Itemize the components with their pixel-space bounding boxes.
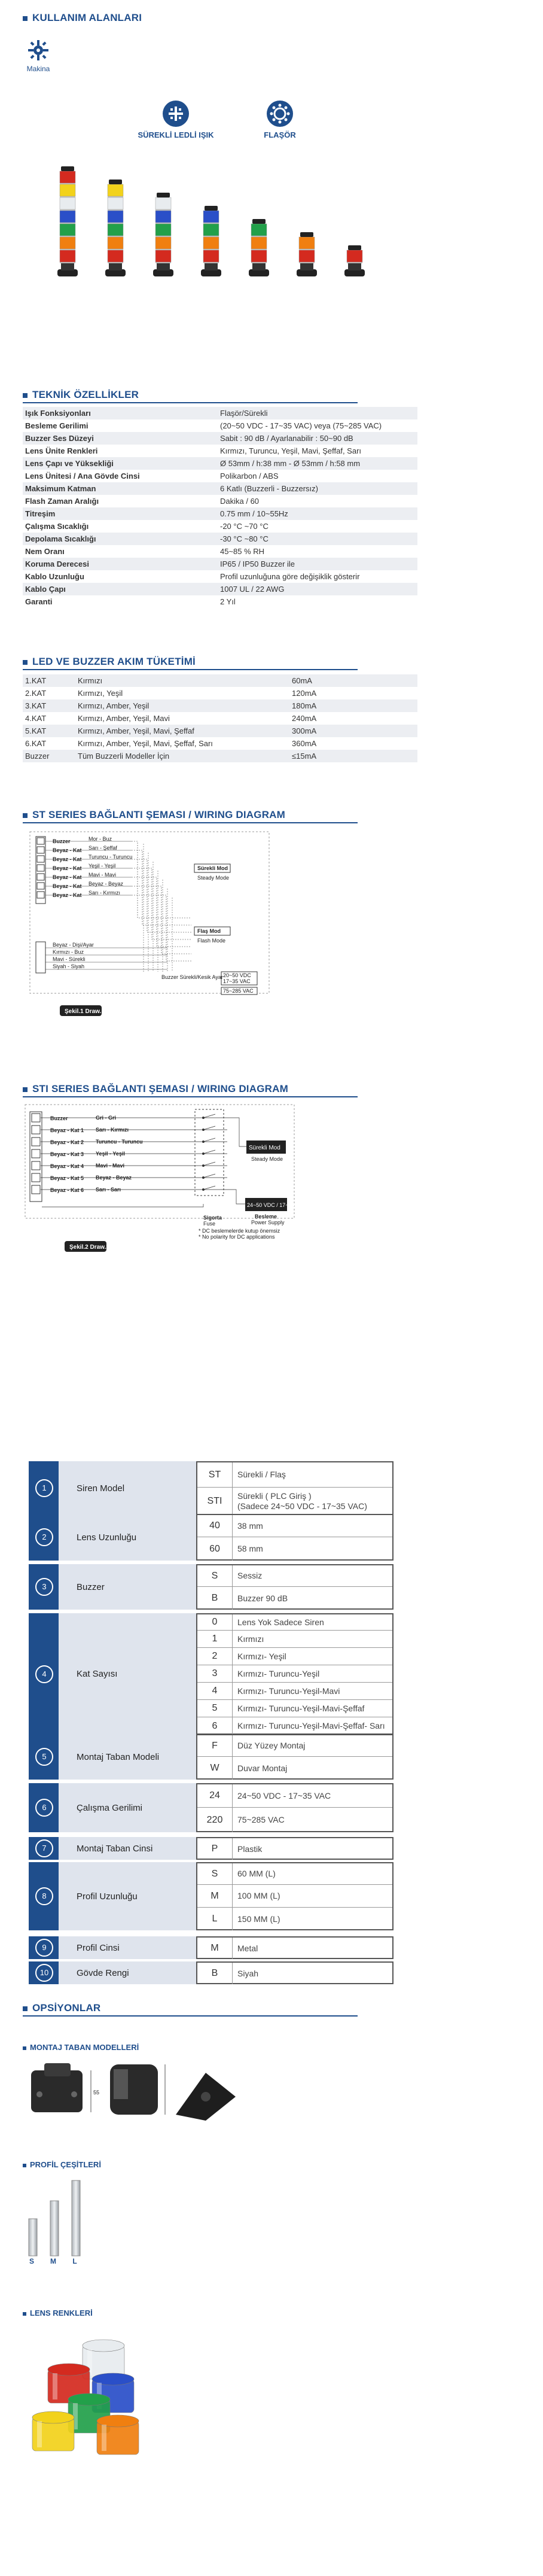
order-option-row <box>197 1757 392 1780</box>
sti-left-label: Beyaz - Kat 1 <box>50 1127 84 1133</box>
sti-supply-box: 24~50 VDC / 17~35 VAC <box>247 1202 307 1208</box>
st-wire-label: Sarı - Kırmızı <box>89 890 121 896</box>
consumption-cell: Kırmızı, Amber, Yeşil, Mavi, Şeffaf <box>78 726 194 735</box>
spec-key: Buzzer Ses Düzeyi <box>25 434 94 443</box>
spec-key: Kablo Uzunluğu <box>25 572 84 581</box>
order-group <box>29 1734 393 1780</box>
st-bottom-label: Kırmızı - Buz <box>53 949 84 955</box>
order-option-row <box>197 1885 392 1908</box>
order-option-row <box>197 1488 392 1515</box>
spec-key: Titreşim <box>25 509 56 518</box>
order-options <box>196 1783 393 1832</box>
order-option-row <box>197 1515 392 1537</box>
order-option-row <box>197 1631 392 1648</box>
st-wire-label: Yeşil - Yeşil <box>89 863 116 869</box>
spec-row <box>23 432 417 445</box>
spec-key: Flash Zaman Aralığı <box>25 497 99 506</box>
order-option-row <box>197 1462 392 1488</box>
order-number: 8 <box>35 1887 53 1905</box>
st-bottom-label: Siyah - Siyah <box>53 963 85 969</box>
section-title-consumption: LED VE BUZZER AKIM TÜKETİMİ <box>23 656 196 668</box>
spec-row <box>23 419 417 432</box>
order-code: S <box>197 1863 233 1884</box>
order-number: 2 <box>35 1528 53 1546</box>
spec-key: Besleme Gerilimi <box>25 421 89 430</box>
section-title-sti-wiring: STI SERIES BAĞLANTI ŞEMASI / WIRING DIAGRAM <box>23 1083 288 1095</box>
order-number: 4 <box>35 1665 53 1683</box>
order-option-row <box>197 1565 392 1587</box>
order-number: 5 <box>35 1748 53 1766</box>
sti-note-2: * No polarity for DC applications <box>199 1234 275 1240</box>
st-supply-3: 75~285 VAC <box>223 988 254 994</box>
consumption-cell: 120mA <box>292 689 317 698</box>
tower-light <box>344 245 365 276</box>
sti-wiring-diagram <box>24 1102 307 1270</box>
spec-row <box>23 445 417 457</box>
order-code: B <box>197 1963 233 1984</box>
order-desc: Kırmızı- Turuncu-Yeşil <box>237 1668 320 1678</box>
spec-value: 0.75 mm / 10~55Hz <box>220 509 288 518</box>
order-desc: Kırmızı- Yeşil <box>237 1651 286 1661</box>
order-group <box>29 1514 393 1561</box>
order-options <box>196 1862 393 1930</box>
order-number-cell <box>29 1564 59 1610</box>
consumption-row <box>23 737 417 750</box>
subtitle-mounting: MONTAJ TABAN MODELLERİ <box>23 2043 139 2052</box>
sti-right-label: Turuncu - Turuncu <box>96 1139 143 1145</box>
order-code: 2 <box>197 1648 233 1665</box>
divider <box>23 822 358 823</box>
sti-right-label: Gri - Gri <box>96 1115 117 1121</box>
consumption-cell: 2.KAT <box>25 689 47 698</box>
spec-value: 1007 UL / 22 AWG <box>220 585 285 594</box>
order-group <box>29 1837 393 1860</box>
order-option-row <box>197 1938 392 1959</box>
order-desc: Plastik <box>237 1844 263 1854</box>
spec-key: Nem Oranı <box>25 547 65 556</box>
sti-fuse-sub: Fuse <box>203 1221 216 1227</box>
consumption-cell: 5.KAT <box>25 726 47 735</box>
spec-value: 6 Katlı (Buzzerli - Buzzersız) <box>220 484 318 493</box>
st-box-flash-sub: Flash Mode <box>197 938 226 944</box>
order-option-row <box>197 1587 392 1610</box>
st-wiring-diagram <box>24 828 275 1020</box>
st-wire-label: Sarı - Şeffaf <box>89 845 117 851</box>
sti-mode-box: Sürekli Mod <box>249 1145 280 1151</box>
order-number: 1 <box>35 1479 53 1497</box>
order-number-cell <box>29 1936 59 1959</box>
order-desc: 58 mm <box>237 1544 263 1554</box>
order-label: Siren Model <box>59 1461 196 1515</box>
order-desc: Metal <box>237 1943 258 1953</box>
order-group <box>29 1564 393 1610</box>
machine-icon <box>26 38 50 62</box>
sti-right-label: Yeşil - Yeşil <box>96 1151 125 1157</box>
order-desc: Sessiz <box>237 1571 263 1581</box>
order-option-row <box>197 1648 392 1665</box>
consumption-cell: 1.KAT <box>25 676 47 685</box>
divider <box>23 2015 358 2017</box>
order-options <box>196 1734 393 1780</box>
st-left-label: Beyaz - Kat <box>53 865 82 871</box>
st-supply-1: 20~50 VDC <box>223 972 251 978</box>
flasher-label: FLAŞÖR <box>264 130 296 139</box>
order-desc: 100 MM (L) <box>237 1891 280 1901</box>
spec-key: Depolama Sıcaklığı <box>25 534 96 543</box>
sti-left-label: Beyaz - Kat 2 <box>50 1139 84 1145</box>
lens-dome <box>32 2411 74 2451</box>
subtitle-lens-colors: LENS RENKLERİ <box>23 2309 93 2318</box>
order-label: Kat Sayısı <box>59 1613 196 1735</box>
st-left-label: Beyaz - Kat <box>53 892 82 898</box>
order-number: 9 <box>35 1939 53 1957</box>
profile-images <box>26 2178 98 2268</box>
sti-right-label: Beyaz - Beyaz <box>96 1175 132 1181</box>
order-code: 40 <box>197 1515 233 1537</box>
order-code: 0 <box>197 1614 233 1630</box>
tech-spec-table <box>23 407 417 608</box>
order-code: 4 <box>197 1683 233 1699</box>
order-code: M <box>197 1885 233 1907</box>
consumption-row <box>23 712 417 725</box>
st-bottom-label: Mavi - Sürekli <box>53 956 86 962</box>
sti-note-1: * DC beslemelerde kutup önemsiz <box>199 1228 280 1234</box>
st-badge: Şekil.1 Draw.1 <box>65 1008 105 1015</box>
order-label: Lens Uzunluğu <box>59 1514 196 1561</box>
tower-light <box>297 232 317 276</box>
section-title-kullanim: KULLANIM ALANLARI <box>23 12 142 24</box>
order-code: 5 <box>197 1700 233 1717</box>
order-options <box>196 1961 393 1984</box>
order-desc: 75~285 VAC <box>237 1815 285 1825</box>
sti-left-label: Beyaz - Kat 5 <box>50 1175 84 1181</box>
order-number: 7 <box>35 1839 53 1857</box>
profile-s-label: S <box>29 2257 34 2265</box>
spec-value: Kırmızı, Turuncu, Yeşil, Mavi, Şeffaf, Sarı <box>220 446 362 455</box>
order-number-cell <box>29 1783 59 1832</box>
tower-light <box>105 180 126 276</box>
order-options <box>196 1461 393 1515</box>
spec-value: IP65 / IP50 Buzzer ile <box>220 559 295 568</box>
st-box-flash: Flaş Mod <box>197 928 221 934</box>
order-options <box>196 1613 393 1735</box>
order-desc: Kırmızı- Turuncu-Yeşil-Mavi-Şeffaf- Sarı <box>237 1721 385 1731</box>
sti-right-label: Sarı - Kırmızı <box>96 1127 129 1133</box>
lens-dome <box>97 2415 139 2455</box>
st-box-steady: Sürekli Mod <box>197 865 228 871</box>
spec-value: Polikarbon / ABS <box>220 472 279 480</box>
spec-row <box>23 583 417 595</box>
spec-row <box>23 495 417 507</box>
sti-badge: Şekil.2 Draw.2 <box>69 1244 109 1251</box>
sti-right-label: Mavi - Mavi <box>96 1163 125 1169</box>
order-label: Profil Uzunluğu <box>59 1862 196 1930</box>
order-group <box>29 1936 393 1959</box>
order-code: S <box>197 1565 233 1586</box>
order-number-cell <box>29 1862 59 1930</box>
spec-key: Kablo Çapı <box>25 585 66 594</box>
sti-mode-sub: Steady Mode <box>251 1156 283 1162</box>
order-code: W <box>197 1757 233 1780</box>
order-label: Buzzer <box>59 1564 196 1610</box>
tower-lights-illustration <box>36 150 419 287</box>
spec-row <box>23 595 417 608</box>
order-option-row <box>197 1665 392 1683</box>
spec-row <box>23 558 417 570</box>
flasher-icon <box>267 101 293 127</box>
order-option-row <box>197 1784 392 1808</box>
consumption-cell: ≤15mA <box>292 752 317 761</box>
order-number-cell <box>29 1461 59 1515</box>
order-options <box>196 1514 393 1561</box>
consumption-cell: Kırmızı, Amber, Yeşil, Mavi, Şeffaf, Sarı <box>78 739 213 748</box>
consumption-row <box>23 687 417 699</box>
sti-left-label: Beyaz - Kat 3 <box>50 1151 84 1157</box>
order-option-row <box>197 1863 392 1885</box>
order-number-cell <box>29 1961 59 1984</box>
spec-key: Garanti <box>25 597 53 606</box>
consumption-cell: Tüm Buzzerli Modeller İçin <box>78 752 170 761</box>
spec-value: Ø 53mm / h:38 mm - Ø 53mm / h:58 mm <box>220 459 361 468</box>
section-title-options: OPSİYONLAR <box>23 2002 100 2014</box>
order-number: 10 <box>35 1964 53 1982</box>
order-code: 1 <box>197 1631 233 1647</box>
order-label: Montaj Taban Modeli <box>59 1734 196 1780</box>
order-options <box>196 1564 393 1610</box>
order-code: L <box>197 1908 233 1930</box>
continuous-light-label: SÜREKLİ LEDLİ IŞIK <box>138 130 214 139</box>
spec-value: 2 Yıl <box>220 597 236 606</box>
order-desc: Kırmızı- Turuncu-Yeşil-Mavi-Şeffaf <box>237 1703 365 1713</box>
order-desc: Sürekli ( PLC Giriş ) (Sadece 24~50 VDC - 17~35 VAC) <box>237 1491 367 1511</box>
order-desc: Siyah <box>237 1968 259 1978</box>
spec-key: Maksimum Katman <box>25 484 96 493</box>
spec-row <box>23 533 417 545</box>
st-box-steady-sub: Steady Mode <box>197 875 230 881</box>
order-desc: Lens Yok Sadece Siren <box>237 1617 324 1627</box>
tower-light <box>201 206 221 276</box>
sti-left-label: Beyaz - Kat 6 <box>50 1187 84 1193</box>
order-desc: Kırmızı- Turuncu-Yeşil-Mavi <box>237 1686 340 1696</box>
consumption-cell: 6.KAT <box>25 739 47 748</box>
order-label: Profil Cinsi <box>59 1936 196 1959</box>
order-group <box>29 1862 393 1930</box>
consumption-table <box>23 674 417 762</box>
mounting-base-images <box>26 2061 242 2127</box>
order-code: P <box>197 1838 233 1860</box>
sti-left-label: Beyaz - Kat 4 <box>50 1163 84 1169</box>
order-option-row <box>197 1717 392 1735</box>
order-option-row <box>197 1537 392 1561</box>
order-desc: 150 MM (L) <box>237 1914 280 1924</box>
spec-key: Lens Çapı ve Yüksekliği <box>25 459 114 468</box>
consumption-cell: Kırmızı, Amber, Yeşil, Mavi <box>78 714 170 723</box>
spec-row <box>23 545 417 558</box>
order-code: M <box>197 1938 233 1959</box>
order-label: Çalışma Gerilimi <box>59 1783 196 1832</box>
st-wire-label: Beyaz - Beyaz <box>89 881 124 887</box>
spec-value: Flaşör/Sürekli <box>220 409 268 418</box>
order-option-row <box>197 1683 392 1700</box>
continuous-light-icon <box>163 101 189 127</box>
section-title-st-wiring: ST SERIES BAĞLANTI ŞEMASI / WIRING DIAGRAM <box>23 809 285 821</box>
st-wire-label: Mor - Buz <box>89 836 112 842</box>
machine-label: Makina <box>26 65 50 73</box>
order-group <box>29 1613 393 1735</box>
consumption-cell: 300mA <box>292 726 317 735</box>
consumption-cell: 240mA <box>292 714 317 723</box>
st-left-label: Beyaz - Kat <box>53 874 82 880</box>
order-number-cell <box>29 1734 59 1780</box>
order-code: 24 <box>197 1784 233 1807</box>
sti-supply-label: Besleme <box>255 1214 277 1219</box>
divider <box>23 402 358 403</box>
order-option-row <box>197 1735 392 1757</box>
sti-supply-sub: Power Supply <box>251 1219 285 1225</box>
order-number-cell <box>29 1837 59 1860</box>
sti-right-label: Sarı - Sarı <box>96 1187 121 1193</box>
order-code: STI <box>197 1488 233 1515</box>
consumption-row <box>23 725 417 737</box>
consumption-cell: 180mA <box>292 701 317 710</box>
order-option-row <box>197 1700 392 1717</box>
consumption-cell: 360mA <box>292 739 317 748</box>
consumption-cell: 3.KAT <box>25 701 47 710</box>
consumption-row <box>23 750 417 762</box>
order-label: Montaj Taban Cinsi <box>59 1837 196 1860</box>
spec-row <box>23 570 417 583</box>
spec-row <box>23 520 417 533</box>
order-option-row <box>197 1808 392 1832</box>
order-code: 3 <box>197 1665 233 1682</box>
st-buzzer-note: Buzzer Sürekli/Kesik Ayar <box>161 974 223 980</box>
order-group <box>29 1461 393 1515</box>
st-left-label: Buzzer <box>53 838 71 844</box>
order-desc: Buzzer 90 dB <box>237 1593 288 1603</box>
st-supply-2: 17~35 VAC <box>223 978 251 984</box>
spec-row <box>23 507 417 520</box>
order-number-cell <box>29 1514 59 1561</box>
consumption-cell: Kırmızı, Yeşil <box>78 689 123 698</box>
order-code: 6 <box>197 1717 233 1735</box>
consumption-cell: Kırmızı <box>78 676 103 685</box>
consumption-cell: 4.KAT <box>25 714 47 723</box>
spec-value: -20 °C ~70 °C <box>220 522 269 531</box>
st-bottom-label: Beyaz - Dişi/Ayar <box>53 942 94 948</box>
order-code: 60 <box>197 1537 233 1561</box>
order-desc: Düz Yüzey Montaj <box>237 1741 306 1751</box>
tower-light <box>153 193 173 276</box>
order-label: Gövde Rengi <box>59 1961 196 1984</box>
spec-key: Koruma Derecesi <box>25 559 89 568</box>
order-option-row <box>197 1908 392 1930</box>
spec-value: (20~50 VDC - 17~35 VAC) veya (75~285 VAC) <box>220 421 382 430</box>
consumption-cell: Kırmızı, Amber, Yeşil <box>78 701 150 710</box>
spec-row <box>23 457 417 470</box>
st-left-label: Beyaz - Kat <box>53 856 82 862</box>
order-options <box>196 1936 393 1959</box>
order-desc: Duvar Montaj <box>237 1763 288 1773</box>
tower-light <box>57 166 78 276</box>
order-number-cell <box>29 1613 59 1735</box>
spec-key: Işık Fonksiyonları <box>25 409 91 418</box>
order-number: 6 <box>35 1799 53 1817</box>
profile-l-label: L <box>72 2257 77 2265</box>
order-desc: 60 MM (L) <box>237 1869 276 1879</box>
order-code: F <box>197 1735 233 1756</box>
consumption-row <box>23 699 417 712</box>
order-option-row <box>197 1963 392 1984</box>
spec-row <box>23 407 417 419</box>
st-wire-label: Turuncu - Turuncu <box>89 854 133 860</box>
order-desc: 24~50 VDC - 17~35 VAC <box>237 1790 331 1801</box>
order-option-row <box>197 1614 392 1631</box>
spec-key: Çalışma Sıcaklığı <box>25 522 89 531</box>
consumption-cell: 60mA <box>292 676 312 685</box>
order-desc: 38 mm <box>237 1520 263 1531</box>
consumption-cell: Buzzer <box>25 752 50 761</box>
order-option-row <box>197 1838 392 1860</box>
order-group <box>29 1783 393 1832</box>
spec-row <box>23 470 417 482</box>
subtitle-profiles: PROFİL ÇEŞİTLERİ <box>23 2160 101 2169</box>
spec-value: Profil uzunluğuna göre değişiklik gösterir <box>220 572 360 581</box>
order-desc: Sürekli / Flaş <box>237 1470 286 1480</box>
svg-text:55: 55 <box>93 2090 100 2096</box>
sti-left-label: Buzzer <box>50 1115 68 1121</box>
st-left-label: Beyaz - Kat <box>53 883 82 889</box>
order-code: B <box>197 1587 233 1610</box>
sti-fuse-label: Sigorta <box>203 1215 222 1221</box>
order-options <box>196 1837 393 1860</box>
order-code: 220 <box>197 1808 233 1832</box>
lens-colors-image <box>26 2328 170 2465</box>
order-code: ST <box>197 1462 233 1487</box>
order-number: 3 <box>35 1578 53 1596</box>
spec-row <box>23 482 417 495</box>
divider <box>23 1096 358 1097</box>
profile-m-label: M <box>50 2257 56 2265</box>
spec-value: -30 °C ~80 °C <box>220 534 269 543</box>
section-title-tech: TEKNİK ÖZELLİKLER <box>23 389 139 401</box>
consumption-row <box>23 674 417 687</box>
order-desc: Kırmızı <box>237 1634 264 1644</box>
spec-key: Lens Ünitesi / Ana Gövde Cinsi <box>25 472 140 480</box>
spec-value: Dakika / 60 <box>220 497 260 506</box>
order-group <box>29 1961 393 1984</box>
tower-light <box>249 219 269 276</box>
divider <box>23 669 358 670</box>
spec-value: 45~85 % RH <box>220 547 265 556</box>
st-left-label: Beyaz - Kat <box>53 847 82 853</box>
st-wire-label: Mavi - Mavi <box>89 872 117 878</box>
spec-key: Lens Ünite Renkleri <box>25 446 98 455</box>
spec-value: Sabit : 90 dB / Ayarlanabilir : 50~90 dB <box>220 434 353 443</box>
